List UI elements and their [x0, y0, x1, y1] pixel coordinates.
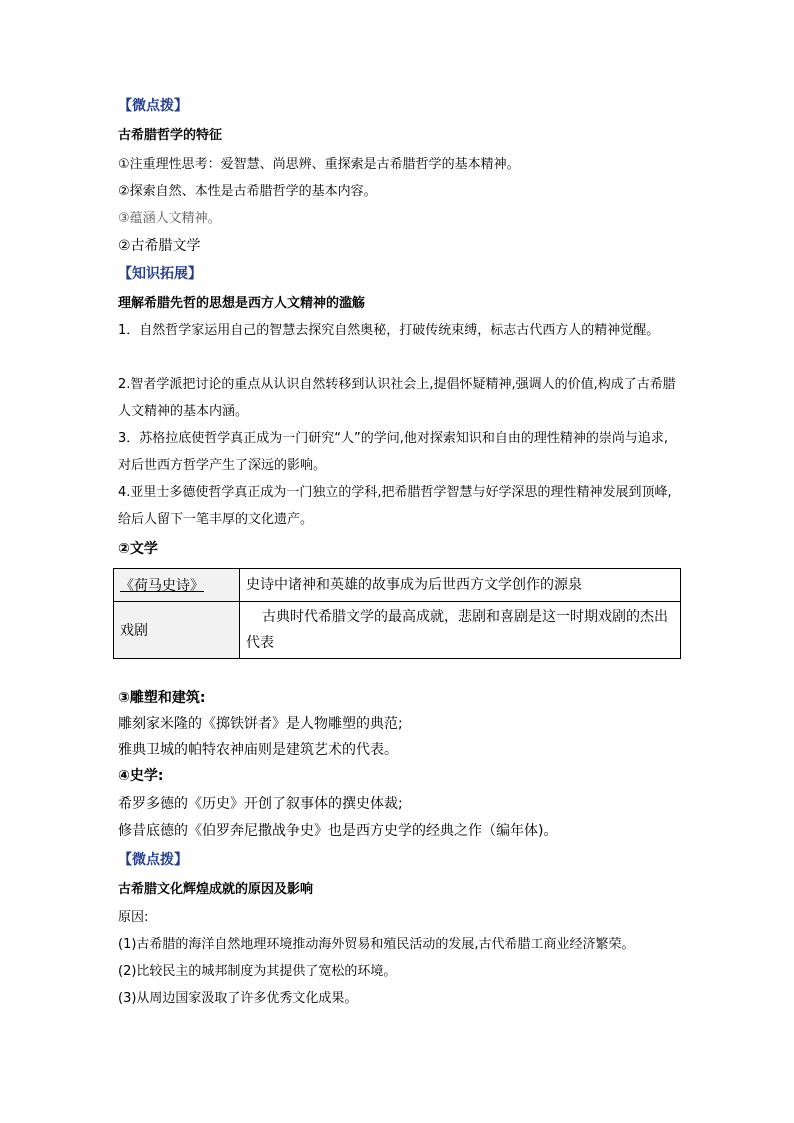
section-title-humanism: 理解希腊先哲的思想是西方人文精神的滥觞	[118, 296, 366, 311]
table-cell-desc: 史诗中诸神和英雄的故事成为后世西方文学创作的源泉	[240, 569, 681, 602]
section-header-extension: 【知识拓展】	[118, 266, 202, 282]
text-line: 雅典卫城的帕特农神庙则是建筑艺术的代表。	[118, 742, 398, 758]
literature-table	[113, 568, 681, 659]
subheading-wenxue: ②文学	[118, 541, 158, 557]
text-line: 修昔底德的《伯罗奔尼撒战争史》也是西方史学的经典之作（编年体)。	[118, 823, 558, 839]
list-item: ②探索自然、本性是古希腊哲学的基本内容。	[118, 184, 377, 199]
table-cell-name: 《荷马史诗》	[114, 569, 240, 602]
table-row	[114, 602, 681, 659]
list-item: 3．苏格拉底使哲学真正成为一门研究“人”的学问,他对探索知识和自由的理性精神的崇尚与追求,对后世西方哲学产生了深远的影响。	[118, 431, 669, 473]
list-item: ③蕴涵人文精神。	[118, 211, 221, 226]
subheading-literature: ②古希腊文学	[118, 238, 201, 254]
list-item: (2)比较民主的城邦制度为其提供了宽松的环境。	[118, 964, 397, 979]
text-line: 雕刻家米隆的《掷铁饼者》是人物雕塑的典范;	[118, 716, 403, 732]
list-item: 4.亚里士多德使哲学真正成为一门独立的学科,把希腊哲学智慧与好学深思的理性精神发展到顶峰,给后人留下一笔丰厚的文化遗产。	[118, 485, 672, 527]
table-cell-desc: 古典时代希腊文学的最高成就，悲剧和喜剧是这一时期戏剧的杰出代表	[240, 602, 681, 659]
list-item: 1．自然哲学家运用自己的智慧去探究自然奥秘，打破传统束缚，标志古代西方人的精神觉醒。	[118, 323, 660, 338]
table-cell-name: 戏剧	[114, 602, 240, 659]
list-item: 2.智者学派把讨论的重点从认识自然转移到认识社会上,提倡怀疑精神,强调人的价值,构成了古希腊人文精神的基本内涵。	[118, 377, 676, 419]
table-row	[114, 569, 681, 602]
subheading-sculpture: ③雕塑和建筑:	[118, 690, 206, 706]
text-line: 原因:	[118, 910, 149, 925]
list-item: (1)古希腊的海洋自然地理环境推动海外贸易和殖民活动的发展,古代希腊工商业经济繁荣。	[118, 937, 635, 952]
section-title-philosophy: 古希腊哲学的特征	[118, 128, 223, 143]
list-item: ①注重理性思考：爱智慧、尚思辨、重探索是古希腊哲学的基本精神。	[118, 157, 520, 172]
subheading-history: ④史学:	[118, 768, 164, 784]
list-item: (3)从周边国家汲取了许多优秀文化成果。	[118, 991, 358, 1006]
section-header-tip: 【微点拨】	[118, 98, 188, 114]
text-line: 希罗多德的《历史》开创了叙事体的撰史体裁;	[118, 796, 403, 812]
section-header-tip-2: 【微点拨】	[118, 852, 188, 868]
section-title-causes: 古希腊文化辉煌成就的原因及影响	[118, 882, 314, 897]
